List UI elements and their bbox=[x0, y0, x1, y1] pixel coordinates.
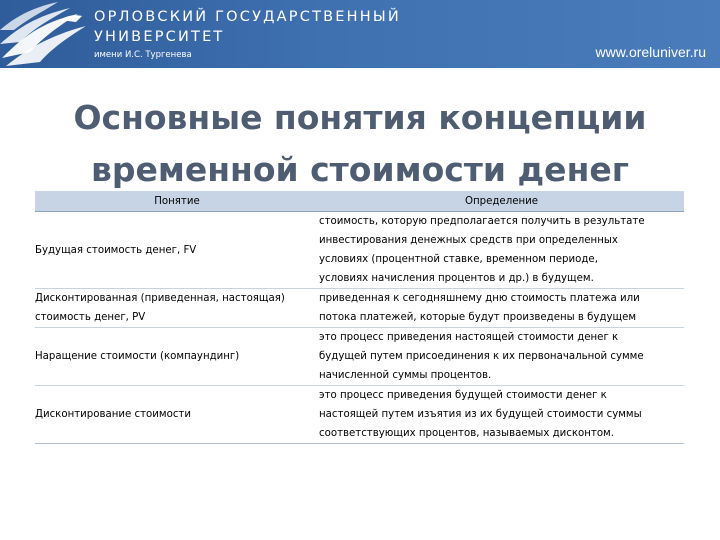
definition-text-line: начисленной суммы процентов. bbox=[319, 370, 492, 381]
term-text-line: Будущая стоимость денег, FV bbox=[35, 244, 197, 256]
term-cell bbox=[35, 289, 319, 328]
definition-text-line: инвестирования денежных средств при определенных bbox=[319, 235, 618, 246]
definitions-table bbox=[35, 191, 684, 444]
definition-cell bbox=[319, 212, 684, 289]
definition-text-line: условиях (процентной ставке, временном периоде, bbox=[319, 254, 598, 265]
term-text-line: Наращение стоимости (компаундинг) bbox=[35, 351, 240, 362]
definition-text-line: будущей путем присоединения к их первоначальной сумме bbox=[319, 351, 644, 362]
term-text-line: Дисконтированная (приведенная, настоящая) bbox=[35, 293, 285, 304]
definition-cell bbox=[319, 386, 684, 444]
table-row bbox=[35, 328, 684, 386]
table-row bbox=[35, 212, 684, 289]
table-body bbox=[35, 212, 684, 444]
title-line2: временной стоимости денег bbox=[90, 150, 629, 189]
term-cell bbox=[35, 328, 319, 386]
website-url: www.oreluniver.ru bbox=[595, 44, 706, 60]
university-name-line1: ОРЛОВСКИЙ ГОСУДАРСТВЕННЫЙ bbox=[94, 9, 401, 25]
definition-text-line: потока платежей, которые будут произведены в будущем bbox=[319, 312, 637, 323]
definition-text-line: настоящей путем изъятия из их будущей стоимости суммы bbox=[319, 409, 642, 420]
page-title bbox=[0, 92, 720, 196]
header-banner bbox=[0, 0, 720, 68]
definition-text-line: это процесс приведения настоящей стоимости денег к bbox=[319, 332, 619, 343]
table-row bbox=[35, 289, 684, 328]
term-cell bbox=[35, 212, 319, 289]
term-cell bbox=[35, 386, 319, 444]
eagle-logo-icon bbox=[0, 0, 92, 68]
title-line1: Основные понятия концепции bbox=[73, 98, 647, 137]
term-text-line: стоимость денег, PV bbox=[35, 312, 146, 323]
term-text-line: Дисконтирование стоимости bbox=[35, 409, 191, 420]
definition-text-line: условиях начисления процентов и др.) в будущем. bbox=[319, 273, 594, 284]
university-name-line2: УНИВЕРСИТЕТ bbox=[94, 29, 225, 45]
definition-cell bbox=[319, 328, 684, 386]
table-row bbox=[35, 386, 684, 444]
definition-text-line: стоимость, которую предполагается получить в результате bbox=[319, 216, 645, 227]
definition-text-line: это процесс приведения будущей стоимости денег к bbox=[319, 390, 607, 401]
definition-text-line: соответствующих процентов, называемых дисконтом. bbox=[319, 428, 614, 439]
header-term: Понятие bbox=[35, 191, 319, 212]
definition-cell bbox=[319, 289, 684, 328]
definition-text-line: приведенная к сегодняшнему дню стоимость платежа или bbox=[319, 293, 640, 304]
university-name-line3: имени И.С. Тургенева bbox=[94, 50, 192, 60]
table-header-row bbox=[35, 191, 684, 212]
header-definition: Определение bbox=[319, 191, 684, 212]
